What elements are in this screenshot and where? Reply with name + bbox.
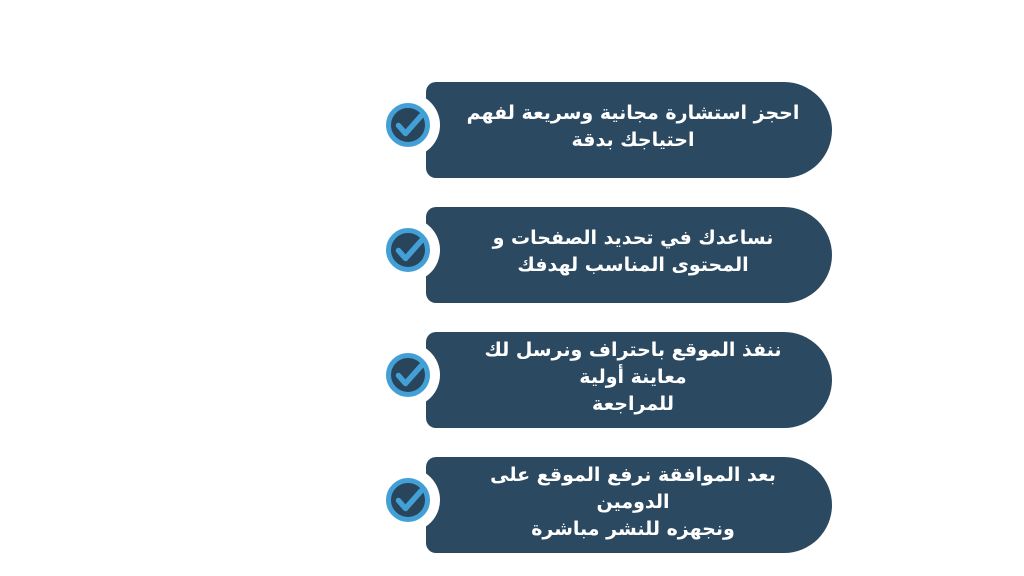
- step-text: [433, 100, 826, 160]
- icon-halo: [376, 218, 440, 282]
- step-text-line2: المحتوى المناسب لهدفك: [517, 254, 749, 276]
- icon-ring: [389, 356, 428, 395]
- steps-list: [426, 82, 832, 553]
- step-text: [426, 337, 832, 424]
- icon-ring: [389, 106, 428, 145]
- check-glyph: [399, 116, 422, 134]
- step-card-2: [426, 207, 832, 303]
- step-text-line2: احتياجك بدقة: [571, 129, 695, 151]
- step-text-line1: نساعدك في تحديد الصفحات و: [492, 227, 774, 249]
- step-text: [426, 462, 832, 549]
- step-text-line1: ننفذ الموقع باحتراف ونرسل لك معاينة أولية: [484, 338, 782, 388]
- check-glyph: [399, 366, 422, 384]
- step-card-4: [426, 457, 832, 553]
- step-card-1: [426, 82, 832, 178]
- check-icon: [372, 214, 444, 286]
- step-text-line1: احجز استشارة مجانية وسريعة لفهم: [466, 102, 800, 124]
- check-glyph: [399, 491, 422, 509]
- step-text-line2: للمراجعة: [592, 392, 674, 415]
- step-card-3: [426, 332, 832, 428]
- check-glyph: [399, 241, 422, 259]
- step-text-line1: بعد الموافقة نرفع الموقع على الدومين: [490, 463, 776, 513]
- icon-halo: [376, 93, 440, 157]
- step-text-line2: ونجهزه للنشر مباشرة: [531, 517, 735, 540]
- step-text: [459, 225, 800, 285]
- icon-ring: [389, 231, 428, 270]
- icon-ring: [389, 481, 428, 520]
